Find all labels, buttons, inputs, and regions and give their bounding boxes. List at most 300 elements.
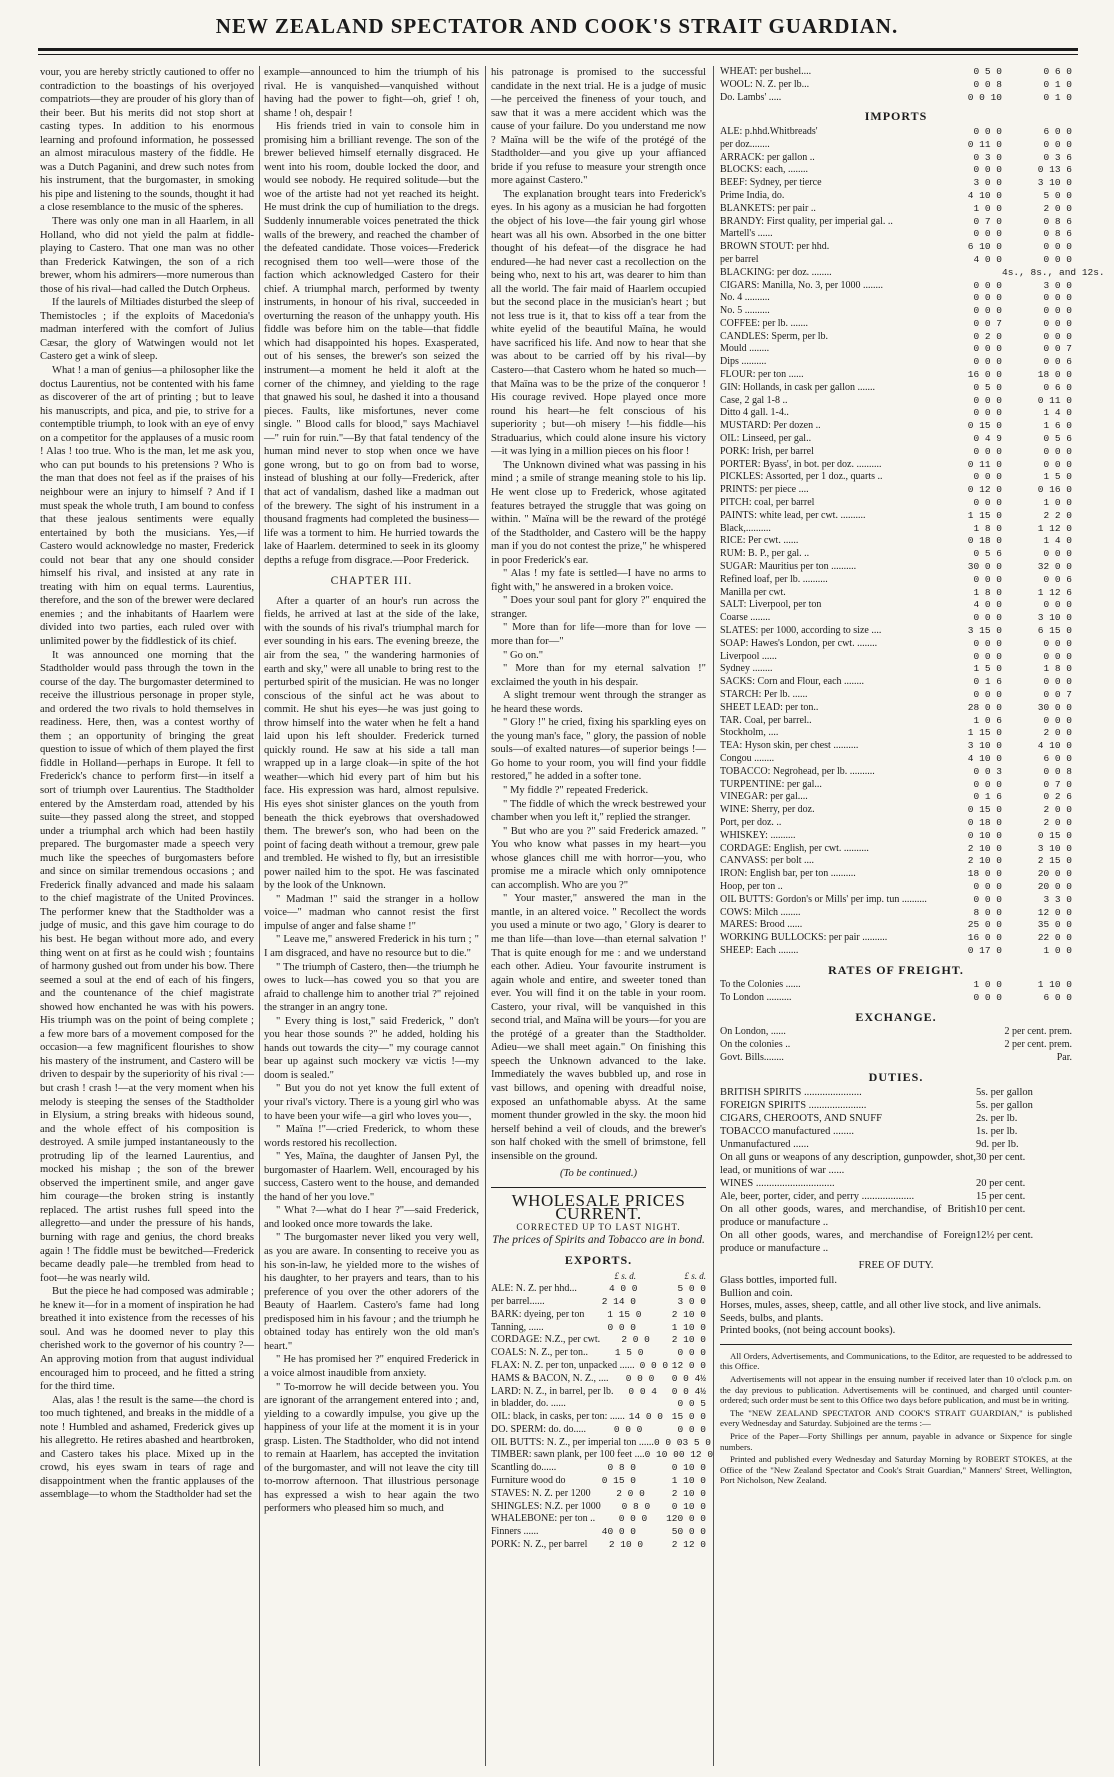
- import-price-row: [720, 894, 1072, 907]
- story-paragraph: " But who are you ?" said Frederick amazed. " You who know what passes in my heart—you whose glances chill me with horror—you, who promise me a miracle which only omnipotence can accomplish. Who are you ?": [491, 825, 706, 891]
- story-paragraph: The explanation brought tears into Frederick's eyes. In his agony as a musician he had forgotten the object of his love—the fair young girl whose heart was all his own. Absorbed in the one bitter thought of his defeat—of the disgrace he had endured—he had never cast a recollection on the being who, next to his art, was dearer to him than all the world. The fair maid of Haarlem occupied but the second place in the musician's heart ; but not less true is it, that to kiss off a tear from the white eyelid of the beautiful Maïna, he would have sacrificed his life. And now to hear that she was about to be carried off by his rival—by Castero—that Castero whom he hated so much—that Maïna was to be the prize of the conqueror ! His courage revived. Hope played once more round his heart—he felt conscious of his superiority ; but—oh misery !—his fiddle—his Straduarius, which could alone insure his victory—it was lying in a million pieces on his floor !: [491, 188, 706, 458]
- story-paragraph: His friends tried in vain to console him in promising him a brilliant revenge. The son of the brewer believed himself eternally disgraced. He went into his room, double locked the door, and would see nobody. He required solitude—but the woe of the artiste had not yet reached its height. He must drink the cup of humiliation to the dregs. Suddenly innumerable voices penetrated the thick walls of the brewery, and reached the chamber of the defeated candidate. Those voices—Frederick recognised them too well—were those of the faction which acknowledged Castero for their chief. A triumphal march, performed by twenty instruments, in honour of his rival, succeeded in overturning the reason of the unhappy youth. His fiddle was before him on the table—that fiddle which had disappointed his hopes. Exasperated, out of his senses, the brewer's son seized the instrument—a moment he held it aloft at the corner of the chimney, and yielding to the rage that gnawed his soul, he dashed it into a thousand pieces. Faults, like misfortunes, never come single. " Blood calls for blood," says Machiavel—" ruin for ruin."—By that fatal tendency of the human mind never to stop when once we have gone wrong, but to go on from bad to worse, instead of blushing at our folly—Frederick, after that act of vandalism, dashed like a madman out of the brewery. The sight of his instrument in a thousand fragments had completed the business—life was a torment to him. He hurried towards the lake of Haarlem. determined to seek in its gloomy depths a refuge from disgrace.—Poor Frederick.: [264, 121, 479, 566]
- price-high: 0 0 0: [1043, 241, 1072, 253]
- price-high: 0 11 0: [1037, 394, 1072, 406]
- price-high: 12 0 0: [671, 1359, 706, 1371]
- price-low: 0 0 0: [973, 497, 1002, 509]
- export-price-row: [491, 1501, 706, 1514]
- price-high: 0 1 0: [1043, 91, 1072, 103]
- price-high: 0 0 8: [1043, 765, 1072, 777]
- price-label: STARCH: Per lb. ......: [720, 689, 808, 700]
- exchange-row-label: Govt. Bills........: [720, 1052, 784, 1064]
- price-low: 0 0 0: [973, 164, 1002, 176]
- price-low: 8 0 0: [973, 906, 1002, 918]
- price-high: 0 0 0: [677, 1347, 706, 1359]
- produce-price-row: [720, 79, 1072, 92]
- price-high: 20 0 0: [1037, 868, 1072, 880]
- price-low: 0 0 0: [973, 880, 1002, 892]
- free-duty-item: Horses, mules, asses, sheep, cattle, and all other live stock, and live animals.: [720, 1300, 1042, 1312]
- price-label: BRANDY: First quality, per imperial gal. ..: [720, 215, 893, 227]
- story-paragraph: The Unknown divined what was passing in his mind ; a smile of strange meaning stole to his lip. He went close up to Frederick, whose agitated features betrayed the struggle that was going on within. " Maïna will be the reward of the protégé of the Stadtholder, and Castero will be the happy man if you do not contest the prize," he whispered in poor Frederick's ear.: [491, 459, 706, 566]
- exchange-row-value: 2 per cent. prem.: [1004, 1039, 1072, 1051]
- export-price-row: [491, 1334, 706, 1347]
- price-label: CANDLES: Sperm, per lb.: [720, 330, 829, 342]
- duty-row: [720, 1086, 1072, 1099]
- price-label: WHISKEY: ..........: [720, 829, 796, 841]
- story-paragraph: " Your master," answered the man in the mantle, in an altered voice. " Recollect the words you used a minute or two ago, ' Glory is dearer to me than life—than love—than eternal salvation !' That is quite enough for me : and we understand each other. Adieu. Your favourite instrument is again whole and entire, and sweeter toned than ever. You will find it on the table in your room. Castero, your rival, will be vanquished in this second trial, and Maïna will be yours—for you are the protégé of a greater than the Stadtholder. Adieu—we shall meet again." On finishing this speech the Unknown advanced to the lake. Immediately the waves bubbled up, and rose in vast billows, and opening with dreadful noise, exposed an unfathomable abyss. At the same moment thunder growled in the sky. the moon hid herself behind a veil of clouds, and the brewer's son half choked with the smell of brimstone, fell insensible on the ground.: [491, 893, 706, 1162]
- price-label: To London ..........: [720, 992, 792, 1004]
- import-price-row: [720, 932, 1072, 945]
- price-label: TAR. Coal, per barrel..: [720, 714, 812, 726]
- price-label: Mould ........: [720, 343, 770, 355]
- price-low: 0 0 0: [973, 292, 1002, 304]
- import-price-row: [720, 855, 1072, 868]
- lsd-header: [491, 1270, 706, 1284]
- price-label: COFFEE: per lb. .......: [720, 317, 809, 329]
- price-high: 0 10 0: [671, 1500, 706, 1512]
- price-low: 0 0 0: [973, 407, 1002, 419]
- duty-row-value: 1s. per lb.: [976, 1126, 1018, 1138]
- free-duty-heading: FREE OF DUTY.: [858, 1260, 934, 1272]
- price-high: 3 10 0: [1037, 842, 1072, 854]
- price-low: 0 3 0: [973, 151, 1002, 163]
- price-high: 2 0 0: [1043, 816, 1072, 828]
- free-duty-item: Printed books, (not being account books).: [720, 1325, 896, 1337]
- price-high: 0 0 0: [1043, 650, 1072, 662]
- export-price-row: [491, 1322, 706, 1335]
- price-high: 2 12 0: [671, 1539, 706, 1551]
- to-be-continued: (To be continued.): [560, 1168, 637, 1180]
- office-notice: Advertisements will not appear in the ensuing number if received later than 10 o'clock p.m. on the day previous to publication. Advertisements will be continued, and charged until counter-ordered; such order must be sent to this Office two days before publication, and must be in writing.: [720, 1374, 1072, 1406]
- import-price-row: [720, 433, 1072, 446]
- price-label: Prime India, do.: [720, 189, 785, 201]
- story-paragraph: " More than for life—more than for love —more than for—": [491, 622, 706, 647]
- price-low: 0 0 3: [973, 765, 1002, 777]
- price-label: Scantling do......: [491, 1462, 557, 1474]
- import-price-row: [720, 535, 1072, 548]
- price-high: 0 8 6: [1043, 215, 1072, 227]
- produce-price-row: [720, 92, 1072, 105]
- price-high: 3 10 0: [1037, 177, 1072, 189]
- column-divider: [713, 66, 714, 1766]
- free-duty-item: Seeds, bulbs, and plants.: [720, 1312, 824, 1324]
- price-label: BLANKETS: per pair ..: [720, 202, 816, 214]
- price-low: 1 8 0: [973, 586, 1002, 598]
- price-high: 0 0 7: [1043, 689, 1072, 700]
- price-label: SUGAR: Mauritius per ton ..........: [720, 561, 857, 573]
- price-low: 0 15 0: [967, 420, 1002, 432]
- import-price-row: [720, 599, 1072, 612]
- story-paragraph: " Maïna !"—cried Frederick, to whom these words restored his recollection.: [264, 1124, 479, 1149]
- duty-row-value: 2s. per lb.: [976, 1113, 1018, 1125]
- price-label: BARK: dyeing, per ton: [491, 1308, 585, 1320]
- price-high: 0 0 0: [1043, 138, 1072, 150]
- price-label: FLOUR: per ton ......: [720, 369, 804, 381]
- price-label: RICE: Per cwt. ......: [720, 535, 799, 547]
- price-high: 0 0 0: [1043, 637, 1072, 649]
- price-high: 2 10 0: [671, 1487, 706, 1499]
- price-label: Furniture wood do: [491, 1475, 566, 1487]
- duty-row: [720, 1190, 1072, 1203]
- import-price-row: [720, 459, 1072, 472]
- price-low: 0 0 0: [973, 305, 1002, 317]
- import-price-row: [720, 280, 1072, 293]
- import-price-row: [720, 216, 1072, 229]
- import-price-row: [720, 676, 1072, 689]
- price-label: Dips ..........: [720, 356, 767, 368]
- price-high: 0 0 5: [677, 1398, 706, 1410]
- import-price-row: [720, 177, 1072, 190]
- price-low: [940, 267, 1002, 280]
- price-low: 2 10 0: [967, 842, 1002, 854]
- export-price-row: [491, 1283, 706, 1296]
- price-label: Liverpool ......: [720, 650, 777, 662]
- office-notice: All Orders, Advertisements, and Communications, to the Editor, are requested to be addressed to this Office.: [720, 1350, 1072, 1372]
- story-paragraph: " The burgomaster never liked you very well, as you are aware. In consenting to receive you as his son-in-law, he yielded more to the wishes of his daughter, to her prayers and tears, than to his preference of you over the other adorers of the Beauty of Haarlem. Castero's fame had long predisposed him in his favour ; and the triumph he obtained today has entirely won the old man's heart.": [264, 1232, 479, 1352]
- import-price-row: [720, 843, 1072, 856]
- price-high: 0 0 0: [1043, 292, 1072, 304]
- import-price-row: [720, 446, 1072, 459]
- price-low: 3 0 0: [973, 177, 1002, 189]
- exchange-row: [720, 1026, 1072, 1039]
- column-divider: [259, 66, 260, 1766]
- price-label: Hoop, per ton ..: [720, 880, 783, 892]
- price-label: COWS: Milch ........: [720, 906, 801, 918]
- price-low: 0 0 10: [967, 91, 1002, 103]
- import-price-row: [720, 139, 1072, 152]
- exchange-row-label: On the colonies ..: [720, 1039, 791, 1051]
- price-high: 6 15 0: [1037, 625, 1072, 637]
- price-high: 4s., 8s., and 12s.: [1002, 266, 1105, 278]
- produce-price-row: [720, 66, 1072, 79]
- import-price-row: [720, 292, 1072, 305]
- export-price-row: [491, 1488, 706, 1501]
- price-label: CANVASS: per bolt ....: [720, 855, 814, 867]
- import-price-row: [720, 817, 1072, 830]
- import-price-row: [720, 587, 1072, 600]
- export-price-row: [491, 1513, 706, 1526]
- price-label: Refined loaf, per lb. ..........: [720, 573, 828, 585]
- price-low: 0 5 0: [973, 66, 1002, 77]
- price-high: 50 0 0: [671, 1526, 706, 1538]
- price-high: 0 6 0: [1043, 381, 1072, 393]
- price-label: VINEGAR: per gal....: [720, 791, 808, 803]
- story-paragraph: " But you do not yet know the full extent of your rival's victory. There is a young girl who was to have been your wife—a girl who loves you—,: [264, 1083, 479, 1122]
- price-label: WORKING BULLOCKS: per pair ..........: [720, 932, 888, 944]
- duty-row: [720, 1177, 1072, 1190]
- import-price-row: [720, 395, 1072, 408]
- price-high: 3 0 0: [1043, 279, 1072, 291]
- import-price-row: [720, 791, 1072, 804]
- price-label: LARD: N. Z., in barrel, per lb.: [491, 1385, 614, 1397]
- price-low: 2 10 0: [608, 1539, 644, 1551]
- price-low: 0 0 0: [613, 1423, 643, 1435]
- column-divider: [485, 66, 486, 1766]
- price-high: 6 0 0: [1043, 125, 1072, 137]
- price-label: BROWN STOUT: per hhd.: [720, 241, 830, 253]
- import-price-row: [720, 382, 1072, 395]
- export-price-row: [491, 1539, 706, 1552]
- story-paragraph: " What ?—what do I hear ?"—said Frederick, and looked once more towards the lake.: [264, 1205, 479, 1230]
- price-high: 2 10 0: [671, 1334, 706, 1346]
- price-high: 12 0 0: [1037, 906, 1072, 918]
- import-price-row: [720, 152, 1072, 165]
- freight-table: [720, 979, 1072, 1005]
- price-low: 0 0 0: [973, 125, 1002, 137]
- price-high: 0 0 0: [1043, 305, 1072, 317]
- imports-heading: IMPORTS: [864, 109, 928, 124]
- price-low: 2 0 0: [616, 1487, 645, 1499]
- duty-row-label: WINES ..............................: [720, 1178, 835, 1190]
- import-price-row: [720, 407, 1072, 420]
- price-low: 4 0 0: [973, 599, 1002, 611]
- import-price-row: [720, 868, 1072, 881]
- export-price-row: [491, 1360, 706, 1373]
- price-label: TEA: Hyson skin, per chest ..........: [720, 740, 859, 752]
- price-high: 32 0 0: [1037, 561, 1072, 573]
- story-paragraph: " More than for my eternal salvation !" exclaimed the youth in his despair.: [491, 663, 706, 688]
- story-paragraph: " Madman !" said the stranger in a hollow voice—" madman who cannot resist the first impulse of anger and false shame !": [264, 893, 479, 932]
- price-low: 2 0 0: [621, 1334, 650, 1346]
- price-high: 1 0 0: [1043, 497, 1072, 509]
- import-price-row: [720, 203, 1072, 216]
- import-price-row: [720, 471, 1072, 484]
- price-high: 18 0 0: [1037, 369, 1072, 381]
- duty-row: [720, 1125, 1072, 1138]
- import-price-row: [720, 689, 1072, 702]
- price-label: OIL BUTTS: Gordon's or Mills' per imp. tun ..........: [720, 893, 927, 905]
- import-price-row: [720, 766, 1072, 779]
- price-label: WHALEBONE: per ton ..: [491, 1513, 596, 1525]
- price-high: 0 0 0: [1043, 714, 1072, 726]
- price-high: 6 0 0: [1043, 752, 1072, 764]
- price-label: PORTER: Byass', in bot. per doz. ..........: [720, 458, 882, 470]
- price-high: 5 0 0: [1043, 189, 1072, 201]
- price-low: 4 10 0: [967, 752, 1002, 764]
- import-price-row: [720, 663, 1072, 676]
- price-high: 1 4 0: [1043, 535, 1072, 547]
- price-label: per doz........: [720, 138, 770, 150]
- duty-row-label: Ale, beer, porter, cider, and perry ....................: [720, 1191, 915, 1203]
- price-label: TOBACCO: Negrohead, per lb. ..........: [720, 765, 875, 777]
- duty-row: [720, 1112, 1072, 1125]
- price-label: WHEAT: per bushel....: [720, 66, 812, 77]
- duty-row: [720, 1099, 1072, 1112]
- price-high: 0 12 0: [678, 1449, 714, 1461]
- import-price-row: [720, 241, 1072, 254]
- price-low: 0 7 0: [973, 215, 1002, 227]
- duty-row-value: 20 per cent.: [976, 1178, 1026, 1190]
- price-low: 0 1 6: [973, 676, 1002, 688]
- story-paragraph: " Go on.": [503, 649, 544, 661]
- price-high: 0 10 0: [671, 1462, 706, 1474]
- price-low: 0 4 9: [973, 433, 1002, 445]
- import-price-row: [720, 266, 1105, 280]
- story-paragraph: A slight tremour went through the stranger as he heard these words.: [491, 690, 706, 715]
- price-label: BEEF: Sydney, per tierce: [720, 177, 822, 189]
- price-low: 1 5 0: [973, 663, 1002, 675]
- import-price-row: [720, 804, 1072, 817]
- price-label: BLACKING: per doz. ........: [720, 266, 832, 278]
- price-low: 16 0 0: [967, 369, 1002, 381]
- price-high: 6 0 0: [1043, 992, 1072, 1004]
- price-high: 120 0 0: [666, 1513, 706, 1525]
- price-label: STAVES: N. Z. per 1200: [491, 1487, 591, 1499]
- import-price-row: [720, 612, 1072, 625]
- export-price-row: [491, 1347, 706, 1360]
- price-low: 1 15 0: [967, 727, 1002, 739]
- price-low: 0 0 0: [973, 992, 1002, 1004]
- price-low: 0 0 0: [618, 1513, 648, 1525]
- price-label: WOOL: N. Z. per lb...: [720, 78, 810, 90]
- duty-row-value: 10 per cent.: [976, 1204, 1026, 1216]
- price-low: 0 18 0: [967, 535, 1002, 547]
- price-low: 0 1 6: [973, 791, 1002, 803]
- story-paragraph: But the piece he had composed was admirable ; he knew it—for in a moment of inspiration he had breathed it into existence from the recesses of his soul. And was he doomed never to play this cherished work to the governor of his country ?—An approving motion from that august individual encouraged him to proceed, and he fitted a string for the third time.: [40, 1286, 254, 1393]
- price-label: PRINTS: per piece ....: [720, 484, 809, 496]
- price-high: 2 0 0: [1043, 727, 1072, 739]
- price-low: 4 10 0: [967, 189, 1002, 201]
- story-paragraph: " Every thing is lost," said Frederick, " don't you hear those sounds ?" he added, holding his hands out towards the city—" my courage cannot bear up against such mockery væ victis !—my doom is sealed.": [264, 1015, 479, 1081]
- free-duty-item: Bullion and coin.: [720, 1287, 793, 1299]
- story-column-3: [491, 66, 714, 1766]
- story-column-3-text: [491, 66, 706, 1163]
- duties-table: [720, 1086, 1072, 1255]
- import-price-row: [720, 702, 1072, 715]
- duty-row-label: FOREIGN SPIRITS ......................: [720, 1100, 867, 1112]
- duty-row-value: 30 per cent.: [976, 1152, 1026, 1164]
- import-price-row: [720, 305, 1072, 318]
- duty-row-value: 5s. per gallon: [976, 1087, 1033, 1099]
- chapter-heading: CHAPTER III.: [330, 575, 413, 588]
- import-price-row: [720, 318, 1072, 331]
- price-high: 1 12 6: [1037, 586, 1072, 598]
- office-notice: Price of the Paper—Forty Shillings per annum, payable in advance or Sixpence for single numbers.: [720, 1431, 1072, 1452]
- price-high: 0 0 7: [1043, 343, 1072, 355]
- price-label: CIGARS: Manilla, No. 3, per 1000 ........: [720, 279, 884, 291]
- price-label: CORDAGE: English, per cwt. ..........: [720, 842, 869, 854]
- price-label: DO. SPERM: do. do.....: [491, 1423, 587, 1435]
- price-label: in bladder, do. ......: [491, 1398, 566, 1410]
- price-low: 0 11 0: [967, 138, 1002, 150]
- exchange-row: [720, 1039, 1072, 1052]
- import-price-row: [720, 881, 1072, 894]
- price-low: 0 0 0: [973, 689, 1002, 700]
- exports-table: [491, 1283, 714, 1552]
- story-paragraph: If the laurels of Miltiades disturbed the sleep of Themistocles ; if the exploits of Macedonia's madman interfered with the comfort of Julius Cæsar, the glory of Watwingen would not let Castero get a wink of sleep.: [40, 297, 254, 363]
- price-low: 28 0 0: [967, 701, 1002, 713]
- price-high: 0 8 6: [1043, 228, 1072, 240]
- price-label: SALT: Liverpool, per ton: [720, 599, 822, 611]
- price-label: Congou ........: [720, 752, 775, 764]
- prices-column: [720, 66, 1105, 1766]
- export-price-row: [491, 1309, 706, 1322]
- duty-row-label: On all other goods, wares, and merchandise of Foreign produce or manufacture ..: [720, 1230, 976, 1255]
- price-low: 1 0 0: [973, 202, 1002, 214]
- story-paragraph: example—announced to him the triumph of his rival. He is vanquished—vanquished without having had the power to fight—oh, grief ! oh, shame ! oh, despair !: [264, 67, 479, 119]
- story-paragraph: It was announced one morning that the Stadtholder would pass through the town in the course of the day. The burgomaster determined to receive the illustrious personage in proper style, and ordered the two rivals to hold themselves in readiness. Here, then, was a contest worthy of them ; an opportunity of bringing the great question to issue of which of them played the first fiddle in Holland—perhaps in Europe. It fell to Frederick's chance to perform first—in itself a sort of triumph over Laurentius. The Stadtholder entered by the Amsterdam road, attended by his suite—they passed along the street, and stopped under a triumphal arch which had been hastily prepared. The burgomaster made a speech very much like the speeches of burgomasters before and since on similar tremendous occasions ; and Frederick finally advanced and made his salaam to the chief magistrate of the United Provinces. The performer knew that the Stadtholder was a judge of music, and this gave him courage to do his best. He began without more ado, and every thing went on at first as he could wish ; fountains of harmony gushed out from under his bow. There seemed a soul at the end of each of his fingers, and the countenance of the chief magistrate showed how enchanted he was with his powers. His triumph was on the point of being complete ; a few more bars of a movement composed for the occasion—a few magnificent flourishes to show his mastery of the instrument, and Castero will be driven to despair by the superiority of his rival :—but crash ! crash !—at the very moment when his melody is steeping the senses of the Stadtholder in Elysium, a string breaks with hideous sound, and the whole effect of his composition is destroyed. A smile jumped instantaneously to the protruding lip of the learned Laurentius, and mocked his mishap ; the son of the brewer observed the impertinent smile, and anger gave him courage—the broken string is instantly replaced. The artist rushes full speed into the allegretto—and under the pressure of his hands, burning with rage and genius, the chord breaks again ! The fiddle must be bewitched—Frederick became deadly pale—he trembled from head to foot—he was nearly wild.: [40, 649, 254, 1284]
- story-paragraph: " To-morrow he will decide between you. You are ignorant of the arrangement entered into ; and, yielding to a cowardly impulse, you give up the happiness of your life at the moment it is in your grasp. Listen. The Stadtholder, who did not intend to remain at Haarlem, has accepted the invitation of the burgomaster, and will not leave the city till to-morrow afternoon. That illustrious personage has expressed a wish to hear again the two performers who pleased him so much, and: [264, 1381, 479, 1515]
- exports-heading: EXPORTS.: [564, 1253, 633, 1268]
- import-price-row: [720, 484, 1072, 497]
- import-price-row: [720, 727, 1072, 740]
- duty-row-label: On all other goods, wares, and merchandise, of British produce or manufacture ..: [720, 1204, 976, 1229]
- price-low: 0 0 0: [973, 228, 1002, 240]
- price-label: Black,..........: [720, 522, 771, 534]
- price-high: 3 5 0: [682, 1436, 711, 1448]
- price-label: CORDAGE: N.Z., per cwt.: [491, 1334, 601, 1346]
- story-paragraph: " Yes, Maïna, the daughter of Jansen Pyl, the burgomaster of Haarlem. Well, encouraged by his success, Castero went to the house, and demanded the hand of her you love.": [264, 1151, 479, 1203]
- duty-row: [720, 1151, 1072, 1177]
- import-price-row: [720, 574, 1072, 587]
- price-low: 6 10 0: [967, 241, 1002, 253]
- price-label: OIL BUTTS: N. Z., per imperial ton ......: [491, 1436, 654, 1448]
- story-paragraph: his patronage is promised to the successful candidate in the next trial. He is a judge of music—he perceived the fineness of your touch, and saw that it was a mere accident which was the cause of your failure. Do you understand me now ? Maïna will be the wife of the protégé of the Stadtholder—and you give up your affianced bride if you refuse to measure your strength once more against Castero.": [491, 67, 706, 187]
- import-price-row: [720, 561, 1072, 574]
- price-high: 0 1 0: [1043, 78, 1072, 90]
- price-high: 0 0 0: [1043, 253, 1072, 265]
- import-price-row: [720, 548, 1072, 561]
- price-high: 0 5 6: [1043, 433, 1072, 445]
- office-notices: [720, 1351, 1072, 1486]
- price-low: 0 0 0: [625, 1372, 655, 1384]
- price-high: 1 10 0: [671, 1475, 706, 1487]
- price-high: 1 0 0: [1043, 944, 1072, 956]
- price-low: 0 0 0: [973, 650, 1002, 662]
- duty-row: [720, 1203, 1072, 1229]
- price-label: BLOCKS: each, ........: [720, 164, 809, 176]
- price-label: PORK: N. Z., per barrel: [491, 1539, 588, 1551]
- price-label: ARRACK: per gallon ..: [720, 151, 815, 163]
- import-price-row: [720, 830, 1072, 843]
- price-label: OIL: black, in casks, per ton: ......: [491, 1411, 625, 1423]
- price-low: 0 0 0: [973, 343, 1002, 355]
- price-high: 0 0 0: [1043, 548, 1072, 560]
- story-paragraph: " Glory !" he cried, fixing his sparkling eyes on the young man's face, " glory, the passion of noble souls—of exalted natures—of superior beings !—Go home to your room, you will find your fiddle restored," he added in a softer tone.: [491, 717, 706, 783]
- duty-row: [720, 1229, 1072, 1255]
- duty-row-label: CIGARS, CHEROOTS, AND SNUFF: [720, 1113, 882, 1125]
- produce-table: [720, 66, 1072, 104]
- wholesale-note: The prices of Spirits and Tobacco are in bond.: [492, 1234, 705, 1247]
- price-label: Case, 2 gal 1-8 ..: [720, 394, 788, 406]
- price-high: 0 2 6: [1043, 791, 1072, 803]
- price-high: 1 10 0: [671, 1321, 706, 1333]
- price-label: FLAX: N. Z. per ton, unpacked ......: [491, 1359, 635, 1371]
- freight-rate-row: [720, 979, 1072, 992]
- price-high: 0 0 0: [1043, 676, 1072, 688]
- story-paragraph: There was only one man in all Haarlem, in all Holland, who did not yield the palm at fiddle-playing to Castero. That one man was no other than Frederick Katwingen, the son of a rich brewer, whom his admirers—more numerous than those of his rival—had called the Dutch Orpheus.: [40, 216, 254, 295]
- export-price-row: [491, 1411, 706, 1424]
- price-low: 18 0 0: [967, 868, 1002, 880]
- price-low: 25 0 0: [967, 919, 1002, 931]
- import-price-row: [720, 740, 1072, 753]
- price-label: Tanning, ......: [491, 1321, 544, 1333]
- price-low: 0 10 0: [644, 1449, 679, 1461]
- story-paragraph: " Alas ! my fate is settled—I have no arms to fight with," he answered in a broken voice.: [491, 568, 706, 593]
- price-label: Sydney ........: [720, 663, 773, 675]
- price-low: 0 2 0: [973, 330, 1002, 342]
- price-label: IRON: English bar, per ton ..........: [720, 868, 856, 880]
- price-label: No. 4 ..........: [720, 292, 770, 304]
- price-high: 0 0 0: [1043, 317, 1072, 329]
- story-column-1: [40, 66, 254, 1766]
- story-paragraph: What ! a man of genius—a philosopher like the doctus Laurentius, not be contented with his fame as discoverer of the art of printing ; but to leave his manuscripts, and pica, and pie, to strive for a contemptible triumph, to look with an eye of envy on a competitor for the applauses of a music room ! Alas ! too true. Who is the man, let me ask you, who can put bounds to his pretensions ? Who is the man that does not feel as if the praises of his neighbour were an injury to himself ? And if I must speak the whole truth, I am bound to confess that these jealous sentiments were equally entertained by both the musicians. Yes,—if Castero would acknowledge no master, Frederick could not bear that any one should consider himself his rival, and insisted at any rate in treating with him on equal terms. Laurentius, therefore, and the son of the brewer were declared enemies ; and the inhabitants of Haarlem were divided into two parties, each ruled over with unlimited power by the fiddlestick of its chief.: [40, 365, 254, 647]
- price-high: 22 0 0: [1037, 932, 1072, 944]
- price-high: 35 0 0: [1037, 919, 1072, 931]
- price-low: 0 8 0: [607, 1462, 636, 1474]
- price-label: SHINGLES: N.Z. per 1000: [491, 1500, 601, 1512]
- price-low: 0 0 0: [973, 394, 1002, 406]
